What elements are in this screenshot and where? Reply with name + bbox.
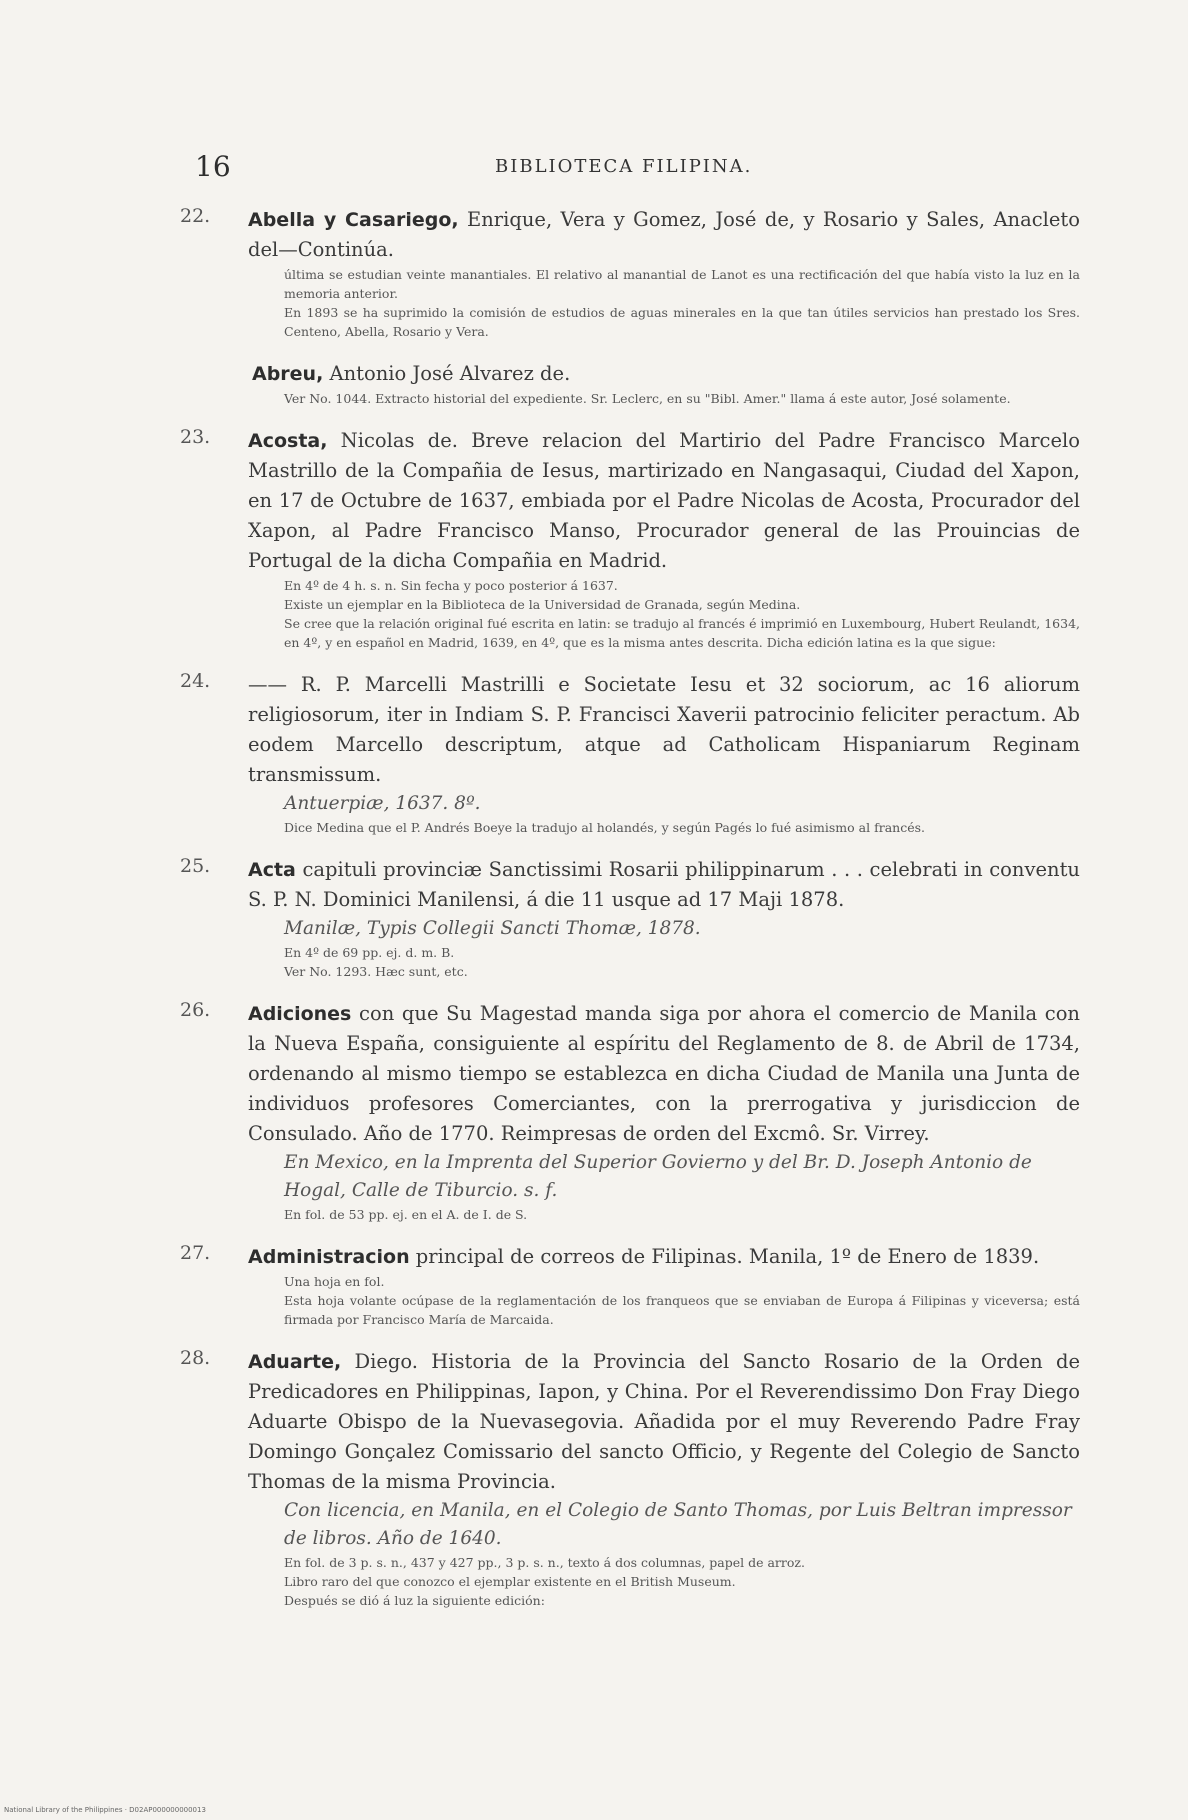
entry-title <box>200 205 1080 265</box>
entry-description: capituli provinciæ Sanctissimi Rosarii philippinarum . . . celebrati in conventu S. P. N. Dominici Manilensi, á die 11 usque ad 17 Maji 1878. <box>248 858 1080 911</box>
entry-note: En 4º de 4 h. s. n. Sin fecha y poco posterior á 1637. <box>284 578 618 593</box>
entry-notes <box>200 389 1080 408</box>
entry-note: Libro raro del que conozco el ejemplar existente en el British Museum. <box>284 1574 736 1589</box>
entry-note: Se cree que la relación original fué escrita en latin: se tradujo al francés é imprimió en Luxembourg, Hubert Reulandt, 1634, en 4º, y en español en Madrid, 1639, en 4º, que es la misma antes descrita. Dicha edición latina es la que sigue: <box>284 616 1080 650</box>
entry-note: En fol. de 3 p. s. n., 437 y 427 pp., 3 p. s. n., texto á dos columnas, papel de arroz. <box>284 1555 805 1570</box>
entry-note: Dice Medina que el P. Andrés Boeye la tradujo al holandés, y según Pagés lo fué asimismo al francés. <box>284 820 925 835</box>
bibliography-entry <box>180 999 1080 1224</box>
entry-note: Esta hoja volante ocúpase de la reglamentación de los franqueos que se enviaban de Europa á Filipinas y viceversa; está firmada por Francisco María de Marcaida. <box>284 1293 1080 1327</box>
bibliography-entry <box>200 359 1080 408</box>
entry-note: última se estudian veinte manantiales. El relativo al manantial de Lanot es una rectificación del que había visto la luz en la memoria anterior. <box>284 267 1080 301</box>
entry-title <box>200 426 1080 576</box>
entry-note: Ver No. 1044. Extracto historial del expediente. Sr. Leclerc, en su "Bibl. Amer." llama á este autor, José solamente. <box>284 391 1011 406</box>
entry-number: 25. <box>180 855 211 877</box>
entry-heading: Adiciones <box>248 1003 352 1025</box>
page-number: 16 <box>195 150 231 183</box>
bibliography-entry <box>180 426 1080 652</box>
entry-imprint: Manilæ, Typis Collegii Sancti Thomæ, 1878. <box>284 918 701 939</box>
entry-note: Ver No. 1293. Hæc sunt, etc. <box>284 964 468 979</box>
bibliography-entry <box>180 205 1080 341</box>
entry-notes <box>200 576 1080 652</box>
entry-title <box>200 359 1080 389</box>
scan-footer: National Library of the Philippines · D02AP000000000013 <box>4 1806 206 1814</box>
entry-notes <box>200 1553 1080 1610</box>
running-title: BIBLIOTECA FILIPINA. <box>495 156 753 177</box>
entry-title <box>200 1242 1080 1272</box>
running-head <box>195 150 1075 190</box>
entry-note: Una hoja en fol. <box>284 1274 385 1289</box>
entry-number: 23. <box>180 426 211 448</box>
entry-notes <box>200 265 1080 341</box>
entry-title <box>200 670 1080 790</box>
entry-notes <box>200 1205 1080 1224</box>
entry-description: —— R. P. Marcelli Mastrilli e Societate Iesu et 32 sociorum, ac 16 aliorum religiosorum, iter in Indiam S. P. Francisci Xaverii patrocinio feliciter peractum. Ab eodem Marcello descriptum, atque ad Catholicam Hispaniarum Reginam transmissum. <box>248 673 1080 786</box>
entry-notes <box>200 818 1080 837</box>
entry-heading: Acta <box>248 859 296 881</box>
entry-title <box>200 1347 1080 1497</box>
bibliography-entry <box>180 1242 1080 1329</box>
entry-title <box>200 999 1080 1149</box>
entry-note: En 1893 se ha suprimido la comisión de estudios de aguas minerales en la que tan útiles servicios han prestado los Sres. Centeno, Abella, Rosario y Vera. <box>284 305 1080 339</box>
entry-imprint: Con licencia, en Manila, en el Colegio de Santo Thomas, por Luis Beltran impressor de libros. Año de 1640. <box>284 1500 1072 1549</box>
entry-description: principal de correos de Filipinas. Manila, 1º de Enero de 1839. <box>409 1245 1040 1268</box>
entry-heading: Abreu, <box>252 363 324 385</box>
entry-note: En 4º de 69 pp. ej. d. m. B. <box>284 945 455 960</box>
entry-number: 24. <box>180 670 211 692</box>
entry-title <box>200 855 1080 915</box>
entry-description: Enrique, Vera y Gomez, José de, y Rosario y Sales, Anacleto del—Continúa. <box>248 208 1080 261</box>
entry-number: 26. <box>180 999 211 1021</box>
entry-notes <box>200 943 1080 981</box>
entry-number: 22. <box>180 205 211 227</box>
entry-heading: Abella y Casariego, <box>248 209 459 231</box>
bibliography-entry <box>180 670 1080 837</box>
entry-note: Existe un ejemplar en la Biblioteca de la Universidad de Granada, según Medina. <box>284 597 801 612</box>
entry-note: En fol. de 53 pp. ej. en el A. de I. de S. <box>284 1207 528 1222</box>
entry-imprint: En Mexico, en la Imprenta del Superior Govierno y del Br. D. Joseph Antonio de Hogal, Calle de Tiburcio. s. f. <box>284 1152 1032 1201</box>
entry-heading: Acosta, <box>248 430 328 452</box>
bibliography-entries <box>180 205 1080 1628</box>
entry-note: Después se dió á luz la siguiente edición: <box>284 1593 545 1608</box>
entry-notes <box>200 1272 1080 1329</box>
entry-description: Antonio José Alvarez de. <box>323 362 571 385</box>
entry-number: 27. <box>180 1242 211 1264</box>
entry-heading: Administracion <box>248 1246 410 1268</box>
entry-description: Diego. Historia de la Provincia del Sancto Rosario de la Orden de Predicadores en Philippinas, Iapon, y China. Por el Reverendissimo Don Fray Diego Aduarte Obispo de la Nuevasegovia. Añadida por el muy Reverendo Padre Fray Domingo Gonçalez Comissario del sancto Officio, y Regente del Colegio de Sancto Thomas de la misma Provincia. <box>248 1350 1080 1493</box>
entry-heading: Aduarte, <box>248 1351 342 1373</box>
bibliography-entry <box>180 1347 1080 1610</box>
entry-description: Nicolas de. Breve relacion del Martirio del Padre Francisco Marcelo Mastrillo de la Compañia de Iesus, martirizado en Nangasaqui, Ciudad del Xapon, en 17 de Octubre de 1637, embiada por el Padre Nicolas de Acosta, Procurador del Xapon, al Padre Francisco Manso, Procurador general de las Prouincias de Portugal de la dicha Compañia en Madrid. <box>248 429 1080 572</box>
entry-imprint: Antuerpiæ, 1637. 8º. <box>284 793 481 814</box>
entry-description: con que Su Magestad manda siga por ahora el comercio de Manila con la Nueva España, consiguiente al espíritu del Reglamento de 8. de Abril de 1734, ordenando al mismo tiempo se establezca en dicha Ciudad de Manila una Junta de individuos profesores Comerciantes, con la prerrogativa y jurisdiccion de Consulado. Año de 1770. Reimpresas de orden del Excmô. Sr. Virrey. <box>248 1002 1080 1145</box>
bibliography-entry <box>180 855 1080 981</box>
entry-number: 28. <box>180 1347 211 1369</box>
